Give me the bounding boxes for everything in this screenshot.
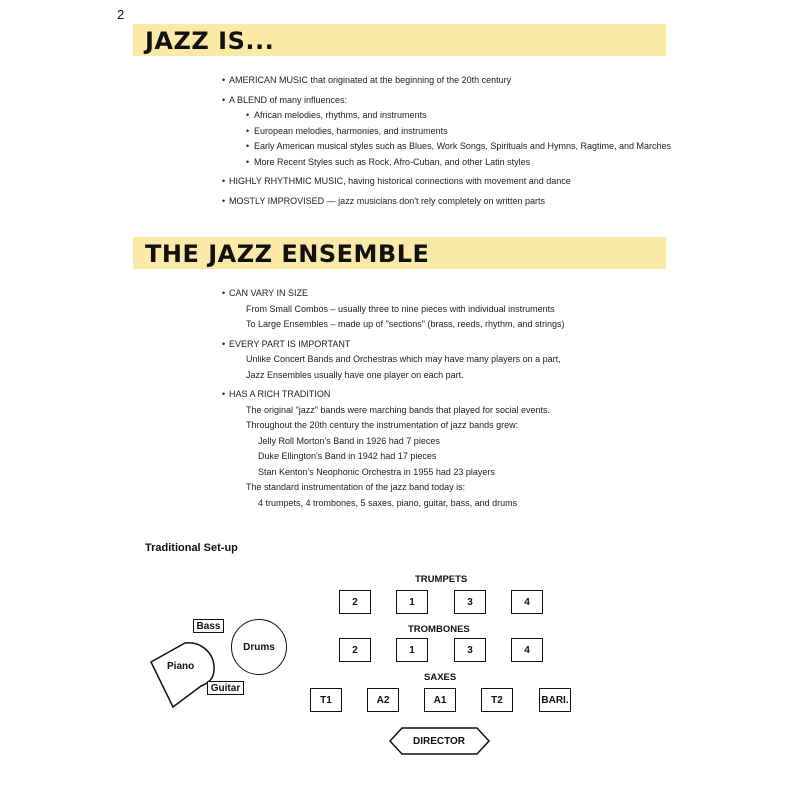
list-item: • More Recent Styles such as Rock, Afro-Cuban, and other Latin styles xyxy=(246,155,671,171)
trombone-seat: 4 xyxy=(511,638,543,662)
list-line: Unlike Concert Bands and Orchestras which may have many players on a part, xyxy=(246,354,561,364)
drums-circle: Drums xyxy=(231,619,287,675)
director-label: DIRECTOR xyxy=(412,735,466,747)
section-title-jazz-ensemble: THE JAZZ ENSEMBLE xyxy=(145,240,430,268)
list-line: Throughout the 20th century the instrumentation of jazz bands grew: xyxy=(246,420,519,430)
sax-seat: A2 xyxy=(367,688,399,712)
list-item: • HIGHLY RHYTHMIC MUSIC, having historical connections with movement and dance xyxy=(222,174,671,190)
sax-seat: T1 xyxy=(310,688,342,712)
list-line: Jelly Roll Morton's Band in 1926 had 7 pieces xyxy=(258,435,440,446)
trumpet-seat: 2 xyxy=(339,590,371,614)
trumpet-seat: 4 xyxy=(511,590,543,614)
list-item: • African melodies, rhythms, and instruments xyxy=(246,108,671,124)
list-item: • European melodies, harmonies, and instruments xyxy=(246,124,671,140)
page-number: 2 xyxy=(117,7,125,22)
sax-seat: A1 xyxy=(424,688,456,712)
list-item: • AMERICAN MUSIC that originated at the beginning of the 20th century xyxy=(222,73,671,89)
bass-box: Bass xyxy=(193,619,224,633)
list-line: The original "jazz" bands were marching bands that played for social events. xyxy=(246,404,551,415)
trombone-seat: 1 xyxy=(396,638,428,662)
trumpet-seat: 1 xyxy=(396,590,428,614)
guitar-box: Guitar xyxy=(207,681,244,695)
section-title-jazz-is: JAZZ IS... xyxy=(145,27,275,55)
trombone-seat: 3 xyxy=(454,638,486,662)
trombones-label: TROMBONES xyxy=(408,624,470,635)
sax-seat: BARI. xyxy=(539,688,571,712)
trumpet-seat: 3 xyxy=(454,590,486,614)
list-item: • HAS A RICH TRADITION xyxy=(222,387,565,403)
list-item: • Early American musical styles such as Blues, Work Songs, Spirituals and Hymns, Ragtime, and Marches xyxy=(246,139,671,155)
list-line: Duke Ellington's Band in 1942 had 17 pieces xyxy=(258,451,437,461)
setup-title: Traditional Set-up xyxy=(145,542,238,554)
list-item: • A BLEND of many influences: xyxy=(222,93,671,109)
sax-seat: T2 xyxy=(481,688,513,712)
piano-label: Piano xyxy=(167,661,195,672)
trumpets-label: TRUMPETS xyxy=(415,574,468,585)
list-item: • CAN VARY IN SIZE xyxy=(222,286,565,302)
list-line: 4 trumpets, 4 trombones, 5 saxes, piano, guitar, bass, and drums xyxy=(258,497,518,508)
piano-shape xyxy=(151,643,214,707)
list-line: The standard instrumentation of the jazz band today is: xyxy=(246,482,466,492)
saxes-label: SAXES xyxy=(424,672,457,683)
list-line: To Large Ensembles – made up of "sections" (brass, reeds, rhythm, and strings) xyxy=(246,319,565,329)
trombone-seat: 2 xyxy=(339,638,371,662)
list-line: Stan Kenton's Neophonic Orchestra in 1955 had 23 players xyxy=(258,466,495,477)
list-line: From Small Combos – usually three to nine pieces with individual instruments xyxy=(246,303,555,314)
list-item: • EVERY PART IS IMPORTANT xyxy=(222,337,565,353)
list-line: Jazz Ensembles usually have one player on each part. xyxy=(246,369,464,380)
list-item: • MOSTLY IMPROVISED — jazz musicians don't rely completely on written parts xyxy=(222,194,671,210)
